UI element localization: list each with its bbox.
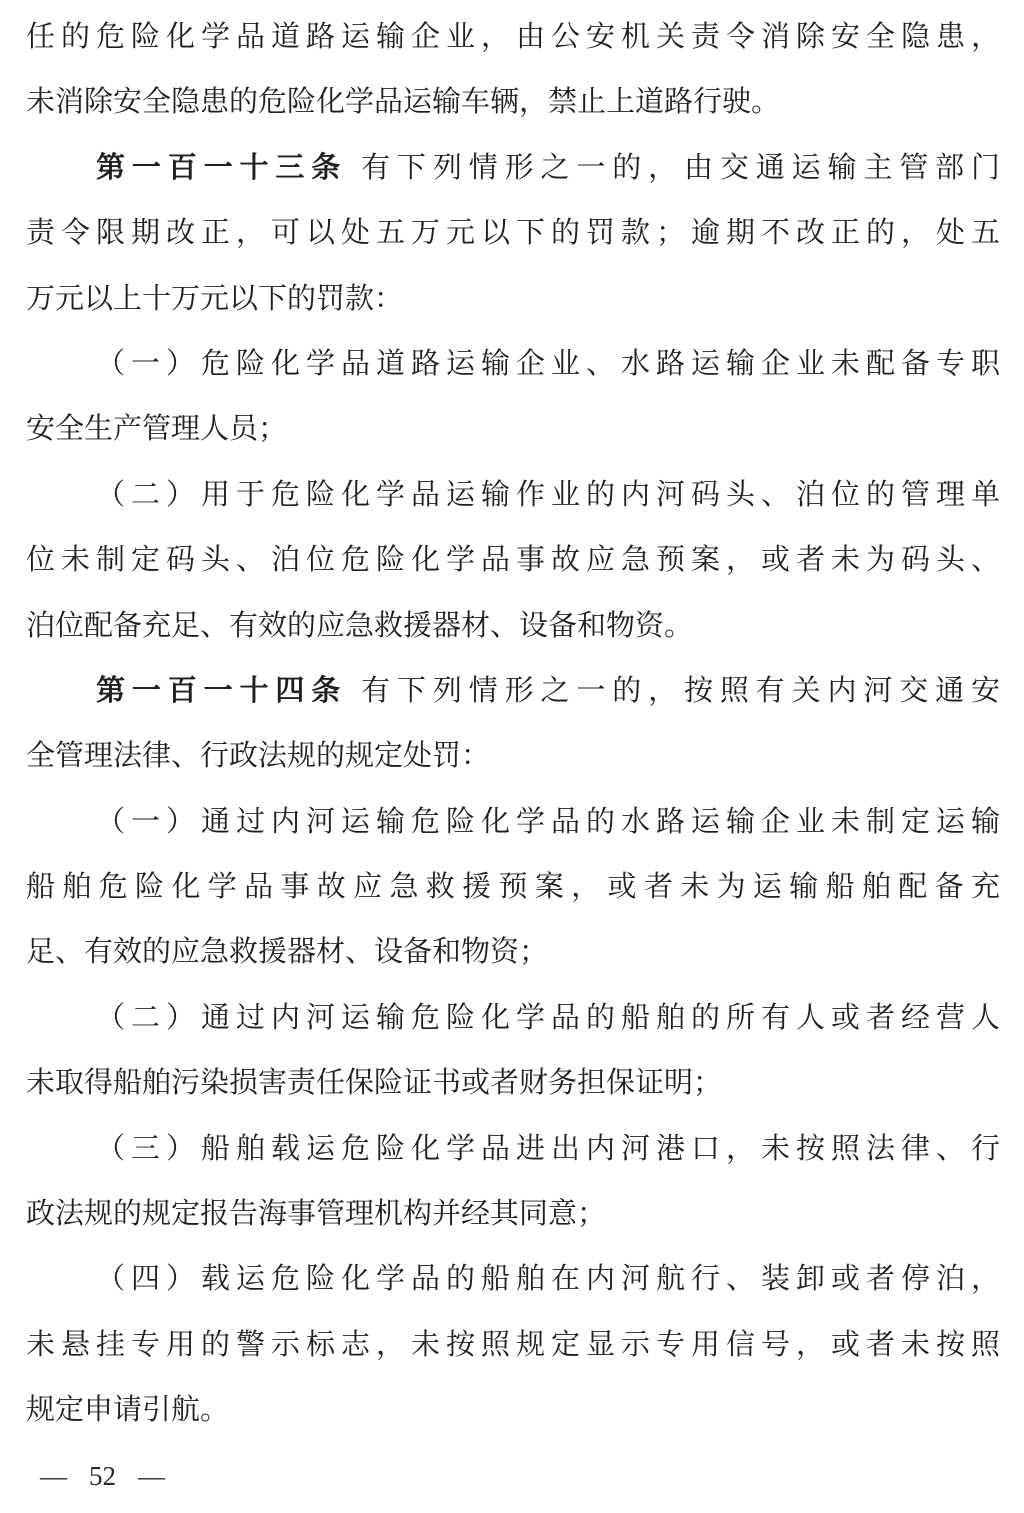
text-line (26, 1181, 1000, 1246)
line-text: 未消除安全隐患的危险化学品运输车辆，禁止上道路行驶。 (26, 84, 781, 119)
text-line (26, 331, 1000, 396)
line-text: （一）危险化学品道路运输企业、水路运输企业未配备专职 (96, 345, 1000, 380)
text-line (26, 1377, 1000, 1442)
article-line (26, 658, 1000, 723)
text-line (26, 462, 1000, 527)
text-line (26, 1050, 1000, 1115)
line-text: 有下列情形之一的，按照有关内河交通安 (361, 672, 1000, 707)
text-line (26, 396, 1000, 461)
article-heading: 第一百一十四条 (96, 672, 348, 707)
text-line (26, 919, 1000, 984)
line-text: （四）载运危险化学品的船舶在内河航行、装卸或者停泊， (96, 1261, 1000, 1296)
text-line (26, 723, 1000, 788)
line-text: 安全生产管理人员； (26, 411, 288, 446)
text-line (26, 69, 1000, 134)
text-line (26, 789, 1000, 854)
document-body (26, 4, 1000, 1443)
footer-dash-right: — (138, 1461, 165, 1491)
line-text: 规定申请引航。 (26, 1392, 230, 1427)
article-heading: 第一百一十三条 (96, 149, 348, 184)
page-number: 52 (89, 1461, 116, 1491)
text-line (26, 266, 1000, 331)
text-line (26, 1312, 1000, 1377)
line-text: （二）通过内河运输危险化学品的船舶的所有人或者经营人 (96, 999, 1000, 1034)
footer-dash-left: — (40, 1461, 67, 1491)
line-text: 位未制定码头、泊位危险化学品事故应急预案，或者未为码头、 (26, 542, 1000, 577)
text-line (26, 527, 1000, 592)
line-text: 船舶危险化学品事故应急救援预案，或者未为运输船舶配备充 (26, 869, 1000, 904)
text-line (26, 854, 1000, 919)
text-line (26, 593, 1000, 658)
line-text: 任的危险化学品道路运输企业，由公安机关责令消除安全隐患， (26, 19, 1000, 53)
line-text: 全管理法律、行政法规的规定处罚： (26, 738, 491, 773)
line-text: 万元以上十万元以下的罚款： (26, 280, 404, 315)
line-text: 未悬挂专用的警示标志，未按照规定显示专用信号，或者未按照 (26, 1326, 1000, 1361)
line-text: 泊位配备充足、有效的应急救援器材、设备和物资。 (26, 607, 694, 642)
line-text: 有下列情形之一的，由交通运输主管部门 (361, 149, 1000, 184)
article-line (26, 135, 1000, 200)
text-line (26, 1246, 1000, 1311)
page-footer (40, 1451, 165, 1501)
text-line (26, 200, 1000, 265)
line-text: （二）用于危险化学品运输作业的内河码头、泊位的管理单 (96, 476, 1000, 511)
text-line (26, 1116, 1000, 1181)
text-line (26, 985, 1000, 1050)
line-text: 足、有效的应急救援器材、设备和物资； (26, 934, 549, 969)
line-text: 未取得船舶污染损害责任保险证书或者财务担保证明； (26, 1065, 723, 1100)
text-line (26, 4, 1000, 69)
line-text: 政法规的规定报告海事管理机构并经其同意； (26, 1196, 607, 1231)
line-text: （一）通过内河运输危险化学品的水路运输企业未制定运输 (96, 803, 1000, 838)
line-text: （三）船舶载运危险化学品进出内河港口，未按照法律、行 (96, 1130, 1000, 1165)
line-text: 责令限期改正，可以处五万元以下的罚款；逾期不改正的，处五 (26, 215, 1000, 250)
